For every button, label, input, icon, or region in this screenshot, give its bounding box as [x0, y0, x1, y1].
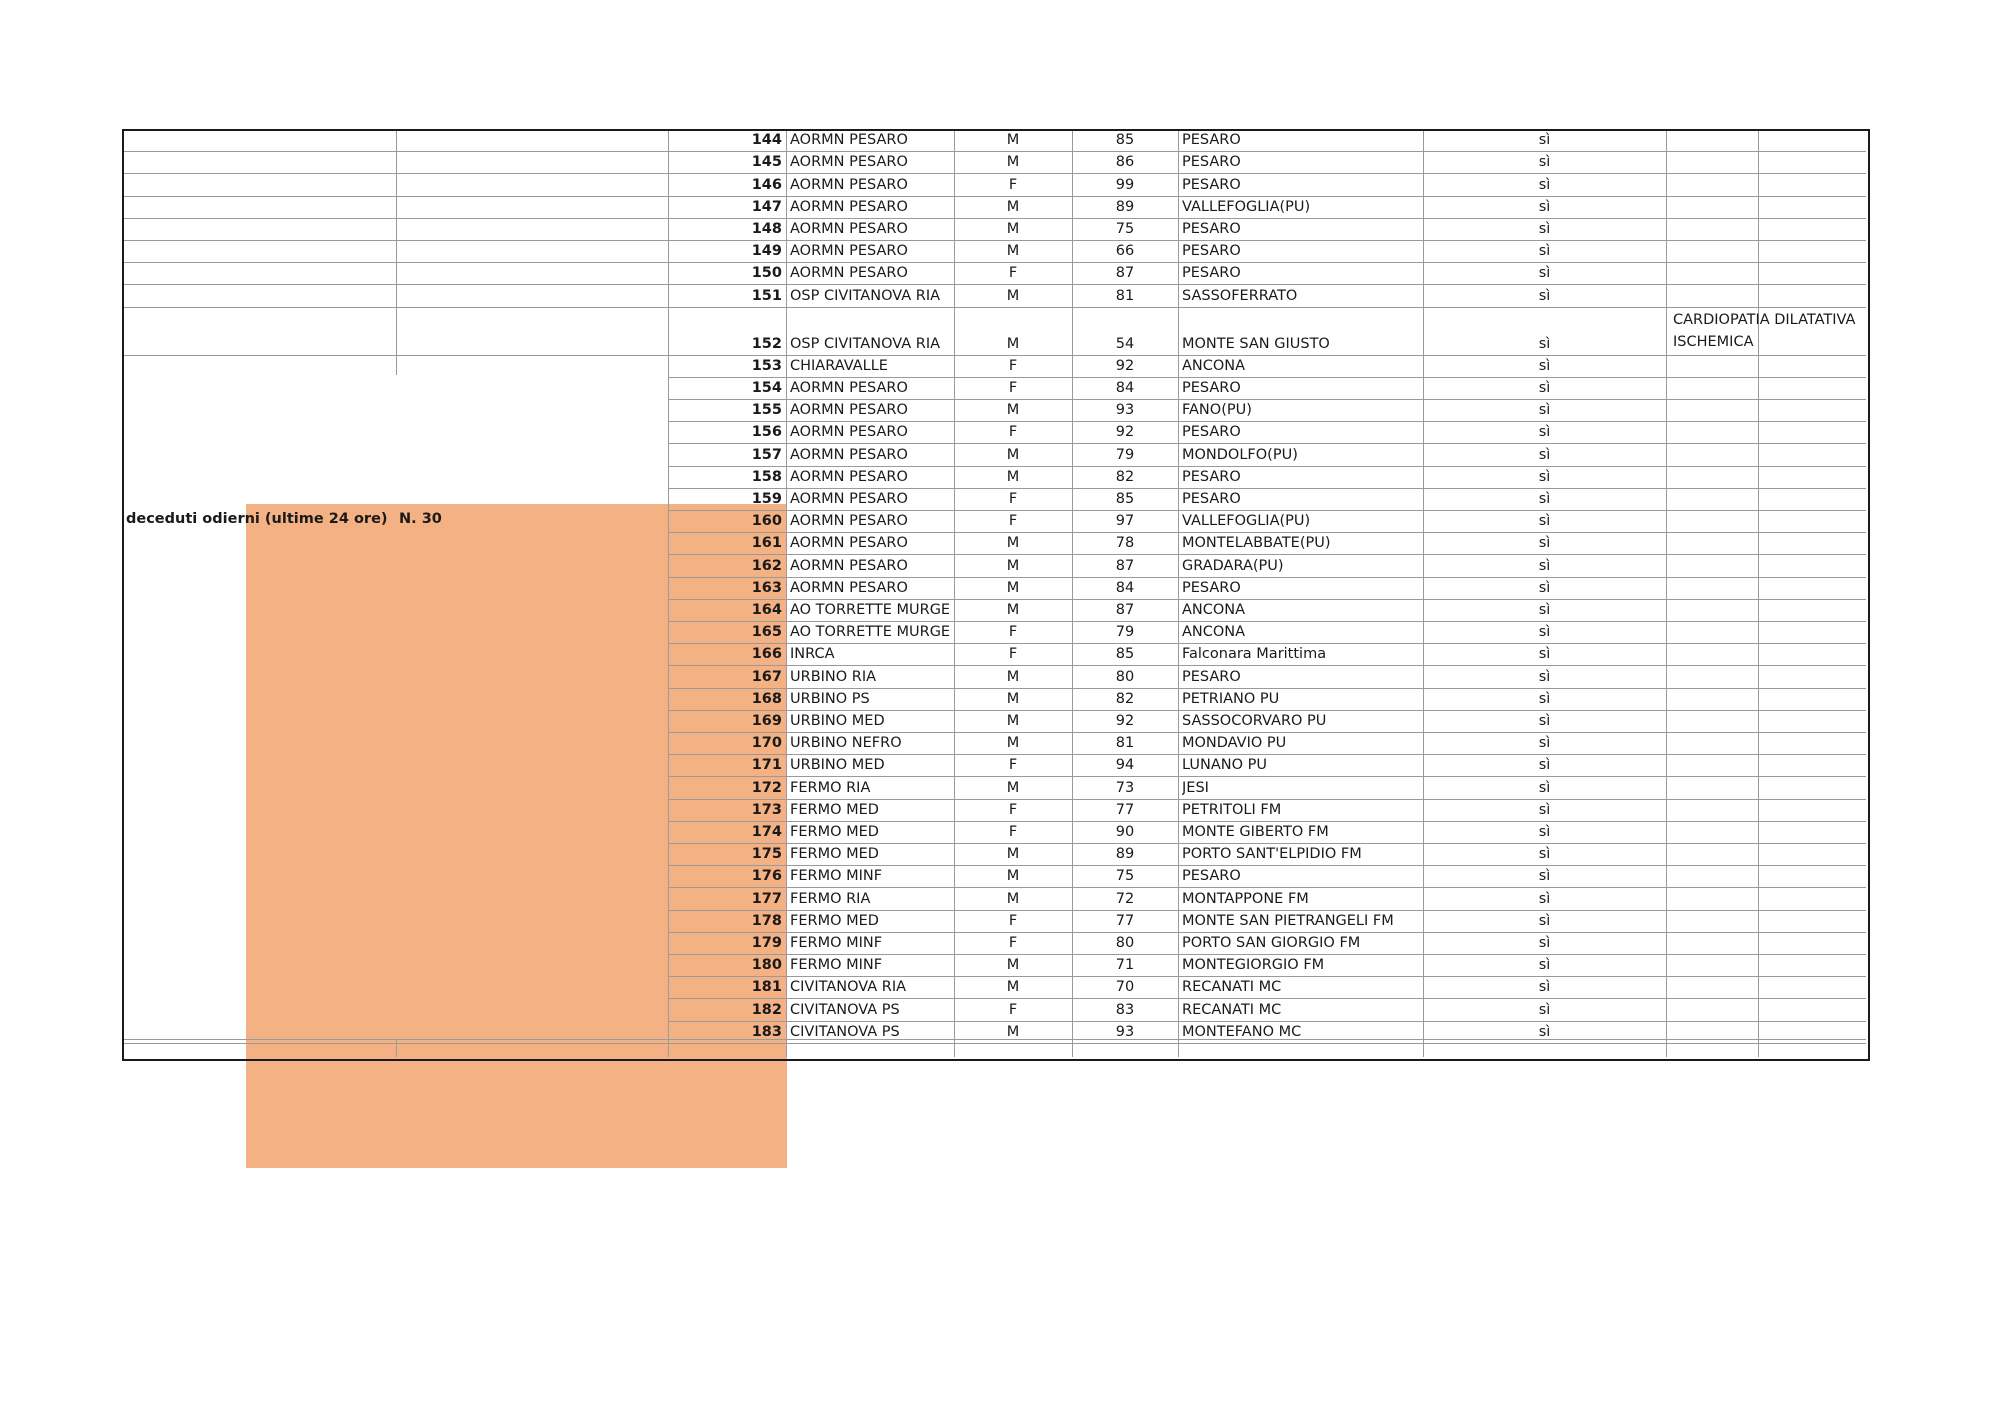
- row-number: 173: [751, 801, 782, 818]
- hospital-cell: AORMN PESARO: [790, 132, 908, 149]
- comune-cell: MONTE SAN GIUSTO: [1182, 335, 1330, 352]
- col-divider: [1666, 129, 1667, 1057]
- row-number: 179: [751, 935, 782, 951]
- hospital-cell: AORMN PESARO: [790, 380, 908, 396]
- hospital-cell: URBINO NEFRO: [790, 735, 902, 752]
- comune-cell: PESARO: [1182, 868, 1241, 885]
- flag-cell: sì: [1538, 579, 1551, 596]
- comune-cell: MONTE SAN PIETRANGELI FM: [1182, 912, 1394, 929]
- age-cell: 85: [1115, 491, 1135, 507]
- comune-cell: ANCONA: [1182, 357, 1246, 374]
- sex-cell: F: [1008, 265, 1018, 282]
- hospital-cell: AO TORRETTE MURGE: [790, 624, 951, 641]
- age-cell: 85: [1115, 646, 1135, 663]
- comune-cell: PESARO: [1182, 154, 1241, 171]
- row-number: 156: [751, 424, 782, 441]
- age-cell: 80: [1115, 935, 1135, 951]
- flag-cell: sì: [1538, 154, 1551, 171]
- sex-cell: F: [1008, 357, 1018, 374]
- flag-cell: sì: [1538, 265, 1551, 282]
- age-cell: 85: [1115, 132, 1135, 149]
- deaths-table: [122, 129, 1868, 1059]
- sex-cell: M: [1006, 957, 1020, 974]
- row-number: 149: [751, 243, 782, 260]
- comune-cell: MONTEFANO MC: [1182, 1023, 1302, 1040]
- age-cell: 79: [1115, 624, 1135, 641]
- comune-cell: GRADARA(PU): [1182, 557, 1284, 574]
- sex-cell: M: [1006, 557, 1020, 574]
- row-number: 170: [751, 735, 782, 752]
- hospital-cell: AORMN PESARO: [790, 557, 908, 574]
- age-cell: 83: [1115, 1001, 1135, 1018]
- sex-cell: F: [1008, 646, 1018, 663]
- row-number: 167: [751, 668, 782, 685]
- row-number: 178: [751, 912, 782, 929]
- sex-cell: F: [1008, 513, 1018, 530]
- hospital-cell: CIVITANOVA PS: [790, 1023, 900, 1040]
- comune-cell: SASSOCORVARO PU: [1182, 713, 1327, 729]
- sex-cell: M: [1006, 221, 1020, 237]
- flag-cell: sì: [1538, 735, 1551, 752]
- row-number: 182: [751, 1001, 782, 1018]
- age-cell: 89: [1115, 198, 1135, 215]
- row-number: 165: [751, 624, 782, 641]
- col-divider: [396, 129, 397, 375]
- row-number: 144: [751, 132, 782, 149]
- hospital-cell: INRCA: [790, 646, 835, 663]
- age-cell: 72: [1115, 890, 1135, 907]
- age-cell: 86: [1115, 154, 1135, 171]
- row-number: 158: [751, 468, 782, 485]
- sex-cell: M: [1006, 979, 1020, 996]
- sex-cell: M: [1006, 446, 1020, 463]
- flag-cell: sì: [1538, 890, 1551, 907]
- comune-cell: PESARO: [1182, 491, 1241, 507]
- row-number: 163: [751, 579, 782, 596]
- hospital-cell: FERMO MED: [790, 801, 879, 818]
- hospital-cell: CIVITANOVA RIA: [790, 979, 907, 996]
- age-cell: 82: [1115, 468, 1135, 485]
- row-divider: [122, 307, 1866, 308]
- flag-cell: sì: [1538, 624, 1551, 641]
- hospital-cell: AORMN PESARO: [790, 535, 908, 552]
- hospital-cell: AORMN PESARO: [790, 491, 908, 507]
- flag-cell: sì: [1538, 846, 1551, 863]
- sex-cell: F: [1008, 935, 1018, 951]
- hospital-cell: FERMO RIA: [790, 779, 871, 796]
- hospital-cell: CHIARAVALLE: [790, 357, 888, 374]
- row-number: 150: [751, 265, 782, 282]
- hospital-cell: CIVITANOVA PS: [790, 1001, 900, 1018]
- row-number: 145: [751, 154, 782, 171]
- age-cell: 70: [1115, 979, 1135, 996]
- comune-cell: FANO(PU): [1182, 402, 1252, 419]
- flag-cell: sì: [1538, 424, 1551, 441]
- age-cell: 80: [1115, 668, 1135, 685]
- hospital-cell: URBINO MED: [790, 757, 885, 774]
- row-number: 152: [751, 335, 782, 352]
- age-cell: 54: [1115, 335, 1135, 352]
- sex-cell: M: [1006, 846, 1020, 863]
- sex-cell: M: [1006, 713, 1020, 729]
- hospital-cell: FERMO MED: [790, 912, 879, 929]
- row-divider: [122, 1043, 1866, 1044]
- sex-cell: F: [1008, 491, 1018, 507]
- comune-cell: VALLEFOGLIA(PU): [1182, 198, 1311, 215]
- comune-cell: PESARO: [1182, 579, 1241, 596]
- summary-count: N. 30: [399, 511, 442, 527]
- age-cell: 94: [1115, 757, 1135, 774]
- age-cell: 92: [1115, 424, 1135, 441]
- sex-cell: M: [1006, 287, 1020, 304]
- hospital-cell: URBINO PS: [790, 690, 870, 707]
- comune-cell: MONTEGIORGIO FM: [1182, 957, 1325, 974]
- col-divider: [1758, 129, 1759, 1057]
- sex-cell: M: [1006, 1023, 1020, 1040]
- age-cell: 79: [1115, 446, 1135, 463]
- sex-cell: M: [1006, 535, 1020, 552]
- age-cell: 93: [1115, 402, 1135, 419]
- flag-cell: sì: [1538, 668, 1551, 685]
- sex-cell: M: [1006, 243, 1020, 260]
- hospital-cell: AORMN PESARO: [790, 579, 908, 596]
- row-number: 176: [751, 868, 782, 885]
- flag-cell: sì: [1538, 824, 1551, 840]
- sex-cell: M: [1006, 132, 1020, 149]
- row-number: 155: [751, 402, 782, 419]
- sex-cell: F: [1008, 824, 1018, 840]
- hospital-cell: AORMN PESARO: [790, 402, 908, 419]
- comune-cell: JESI: [1182, 779, 1209, 796]
- comune-cell: PETRIANO PU: [1182, 690, 1280, 707]
- row-number: 159: [751, 491, 782, 507]
- hospital-cell: AORMN PESARO: [790, 424, 908, 441]
- age-cell: 93: [1115, 1023, 1135, 1040]
- flag-cell: sì: [1538, 535, 1551, 552]
- row-number: 164: [751, 602, 782, 618]
- row-number: 162: [751, 557, 782, 574]
- comune-cell: Falconara Marittima: [1182, 646, 1327, 663]
- hospital-cell: AORMN PESARO: [790, 468, 908, 485]
- hospital-cell: OSP CIVITANOVA RIA: [790, 287, 941, 304]
- hospital-cell: AORMN PESARO: [790, 265, 908, 282]
- col-divider: [786, 129, 787, 1057]
- flag-cell: sì: [1538, 979, 1551, 996]
- hospital-cell: AORMN PESARO: [790, 221, 908, 237]
- hospital-cell: FERMO MINF: [790, 868, 883, 885]
- comune-cell: PETRITOLI FM: [1182, 801, 1282, 818]
- hospital-cell: AORMN PESARO: [790, 243, 908, 260]
- age-cell: 73: [1115, 779, 1135, 796]
- flag-cell: sì: [1538, 779, 1551, 796]
- age-cell: 89: [1115, 846, 1135, 863]
- row-number: 166: [751, 646, 782, 663]
- age-cell: 87: [1115, 602, 1135, 618]
- age-cell: 71: [1115, 957, 1135, 974]
- comune-cell: VALLEFOGLIA(PU): [1182, 513, 1311, 530]
- flag-cell: sì: [1538, 198, 1551, 215]
- age-cell: 92: [1115, 713, 1135, 729]
- age-cell: 81: [1115, 287, 1135, 304]
- sex-cell: M: [1006, 602, 1020, 618]
- row-number: 169: [751, 713, 782, 729]
- comune-cell: RECANATI MC: [1182, 1001, 1282, 1018]
- sex-cell: M: [1006, 335, 1020, 352]
- hospital-cell: AORMN PESARO: [790, 446, 908, 463]
- sex-cell: F: [1008, 380, 1018, 396]
- sex-cell: M: [1006, 735, 1020, 752]
- row-number: 160: [751, 513, 782, 530]
- age-cell: 90: [1115, 824, 1135, 840]
- age-cell: 87: [1115, 265, 1135, 282]
- flag-cell: sì: [1538, 243, 1551, 260]
- comune-cell: RECANATI MC: [1182, 979, 1282, 996]
- hospital-cell: URBINO MED: [790, 713, 885, 729]
- flag-cell: sì: [1538, 446, 1551, 463]
- age-cell: 82: [1115, 690, 1135, 707]
- sex-cell: F: [1008, 801, 1018, 818]
- age-cell: 78: [1115, 535, 1135, 552]
- flag-cell: sì: [1538, 221, 1551, 237]
- flag-cell: sì: [1538, 935, 1551, 951]
- sex-cell: M: [1006, 890, 1020, 907]
- age-cell: 99: [1115, 176, 1135, 193]
- comune-cell: PESARO: [1182, 265, 1241, 282]
- comune-cell: PESARO: [1182, 468, 1241, 485]
- flag-cell: sì: [1538, 513, 1551, 530]
- row-number: 168: [751, 690, 782, 707]
- hospital-cell: AO TORRETTE MURGE: [790, 602, 951, 618]
- row-number: 157: [751, 446, 782, 463]
- row-number: 183: [751, 1023, 782, 1040]
- flag-cell: sì: [1538, 602, 1551, 618]
- age-cell: 87: [1115, 557, 1135, 574]
- hospital-cell: AORMN PESARO: [790, 513, 908, 530]
- flag-cell: sì: [1538, 468, 1551, 485]
- flag-cell: sì: [1538, 335, 1551, 352]
- comune-cell: ANCONA: [1182, 602, 1246, 618]
- row-number: 175: [751, 846, 782, 863]
- row-number: 154: [751, 380, 782, 396]
- age-cell: 77: [1115, 912, 1135, 929]
- flag-cell: sì: [1538, 380, 1551, 396]
- hospital-cell: FERMO MINF: [790, 935, 883, 951]
- comune-cell: MONTE GIBERTO FM: [1182, 824, 1329, 840]
- comune-cell: MONDAVIO PU: [1182, 735, 1287, 752]
- row-number: 151: [751, 287, 782, 304]
- sex-cell: M: [1006, 690, 1020, 707]
- comune-cell: LUNANO PU: [1182, 757, 1267, 774]
- note-line-2: ISCHEMICA: [1673, 334, 1754, 350]
- row-number: 174: [751, 824, 782, 840]
- hospital-cell: URBINO RIA: [790, 668, 877, 685]
- hospital-cell: AORMN PESARO: [790, 154, 908, 171]
- row-number: 172: [751, 779, 782, 796]
- hospital-cell: AORMN PESARO: [790, 198, 908, 215]
- row-number: 171: [751, 757, 782, 774]
- age-cell: 97: [1115, 513, 1135, 530]
- comune-cell: MONTELABBATE(PU): [1182, 535, 1331, 552]
- sex-cell: F: [1008, 624, 1018, 641]
- comune-cell: PESARO: [1182, 176, 1241, 193]
- row-number: 177: [751, 890, 782, 907]
- flag-cell: sì: [1538, 757, 1551, 774]
- age-cell: 84: [1115, 579, 1135, 596]
- flag-cell: sì: [1538, 557, 1551, 574]
- flag-cell: sì: [1538, 801, 1551, 818]
- comune-cell: ANCONA: [1182, 624, 1246, 641]
- flag-cell: sì: [1538, 1001, 1551, 1018]
- sex-cell: M: [1006, 779, 1020, 796]
- flag-cell: sì: [1538, 957, 1551, 974]
- flag-cell: sì: [1538, 402, 1551, 419]
- age-cell: 92: [1115, 357, 1135, 374]
- flag-cell: sì: [1538, 912, 1551, 929]
- sex-cell: M: [1006, 579, 1020, 596]
- comune-cell: PORTO SANT'ELPIDIO FM: [1182, 846, 1362, 863]
- sex-cell: M: [1006, 154, 1020, 171]
- comune-cell: PESARO: [1182, 243, 1241, 260]
- row-number: 146: [751, 176, 782, 193]
- sex-cell: M: [1006, 402, 1020, 419]
- comune-cell: PESARO: [1182, 221, 1241, 237]
- comune-cell: PESARO: [1182, 424, 1241, 441]
- col-divider: [396, 1039, 397, 1057]
- note-line-1: CARDIOPATIA DILATATIVA: [1673, 312, 1856, 328]
- age-cell: 75: [1115, 868, 1135, 885]
- comune-cell: MONTAPPONE FM: [1182, 890, 1309, 907]
- comune-cell: PESARO: [1182, 668, 1241, 685]
- flag-cell: sì: [1538, 132, 1551, 149]
- sex-cell: M: [1006, 198, 1020, 215]
- age-cell: 84: [1115, 380, 1135, 396]
- age-cell: 75: [1115, 221, 1135, 237]
- hospital-cell: OSP CIVITANOVA RIA: [790, 335, 941, 352]
- flag-cell: sì: [1538, 491, 1551, 507]
- row-number: 153: [751, 357, 782, 374]
- hospital-cell: FERMO RIA: [790, 890, 871, 907]
- row-number: 161: [751, 535, 782, 552]
- sex-cell: F: [1008, 424, 1018, 441]
- flag-cell: sì: [1538, 1023, 1551, 1040]
- sex-cell: M: [1006, 468, 1020, 485]
- sex-cell: F: [1008, 757, 1018, 774]
- row-number: 148: [751, 221, 782, 237]
- age-cell: 77: [1115, 801, 1135, 818]
- comune-cell: PORTO SAN GIORGIO FM: [1182, 935, 1361, 951]
- sex-cell: M: [1006, 868, 1020, 885]
- hospital-cell: FERMO MED: [790, 846, 879, 863]
- sex-cell: F: [1008, 912, 1018, 929]
- row-number: 147: [751, 198, 782, 215]
- comune-cell: PESARO: [1182, 132, 1241, 149]
- sex-cell: F: [1008, 176, 1018, 193]
- flag-cell: sì: [1538, 357, 1551, 374]
- hospital-cell: FERMO MED: [790, 824, 879, 840]
- flag-cell: sì: [1538, 646, 1551, 663]
- flag-cell: sì: [1538, 176, 1551, 193]
- comune-cell: SASSOFERRATO: [1182, 287, 1298, 304]
- age-cell: 81: [1115, 735, 1135, 752]
- row-number: 181: [751, 979, 782, 996]
- age-cell: 66: [1115, 243, 1135, 260]
- hospital-cell: AORMN PESARO: [790, 176, 908, 193]
- sex-cell: F: [1008, 1001, 1018, 1018]
- sex-cell: M: [1006, 668, 1020, 685]
- col-divider: [1178, 129, 1179, 1057]
- comune-cell: MONDOLFO(PU): [1182, 446, 1298, 463]
- row-number: 180: [751, 957, 782, 974]
- flag-cell: sì: [1538, 713, 1551, 729]
- summary-label: deceduti odierni (ultime 24 ore): [126, 511, 388, 527]
- flag-cell: sì: [1538, 287, 1551, 304]
- hospital-cell: FERMO MINF: [790, 957, 883, 974]
- flag-cell: sì: [1538, 868, 1551, 885]
- comune-cell: PESARO: [1182, 380, 1241, 396]
- flag-cell: sì: [1538, 690, 1551, 707]
